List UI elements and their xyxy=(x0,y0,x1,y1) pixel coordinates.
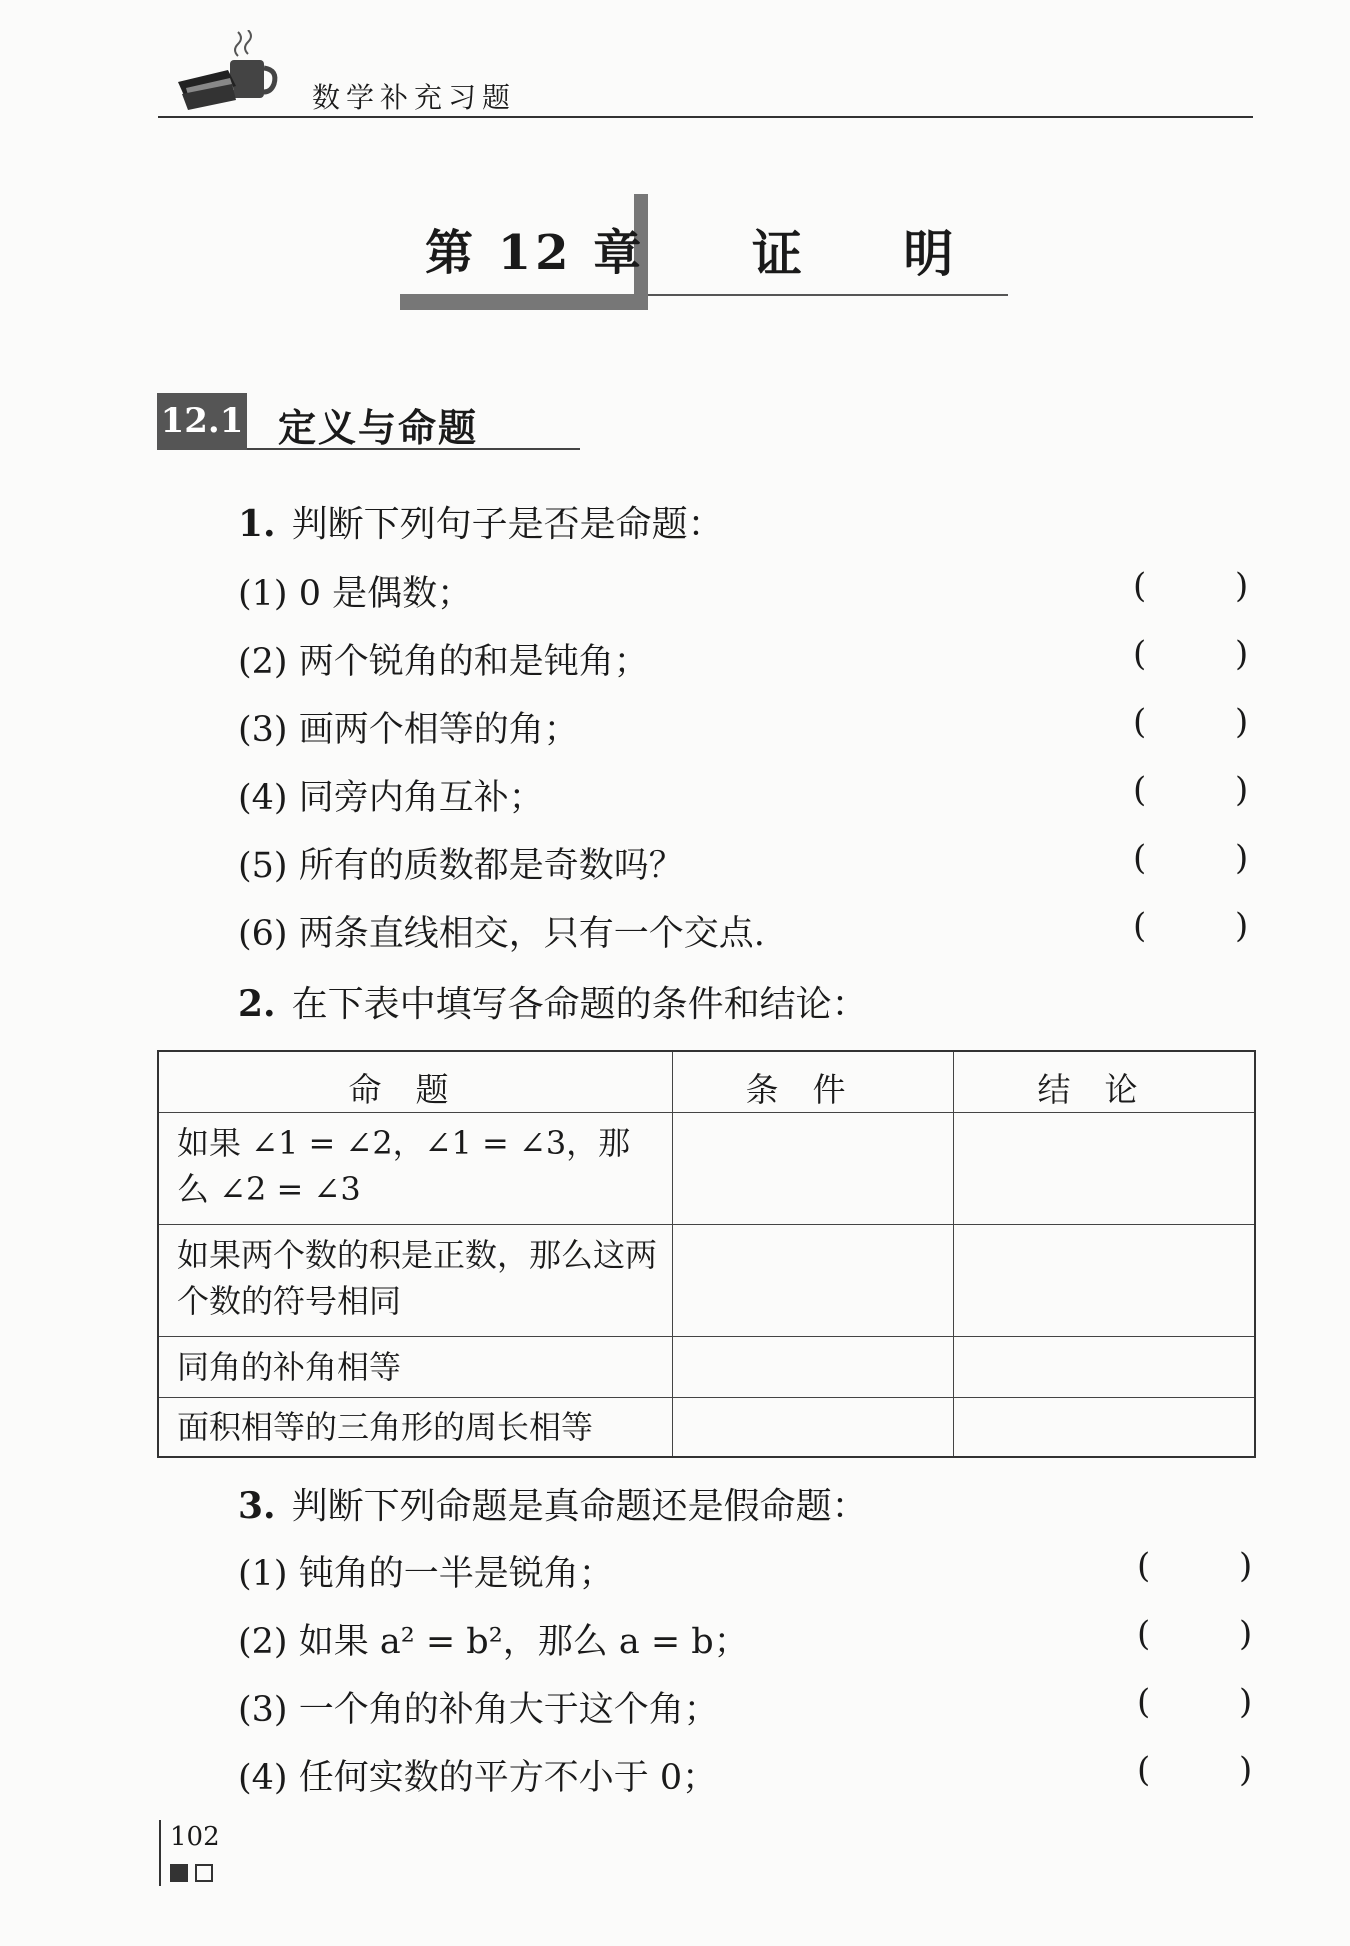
q1-item-3: (3) 画两个相等的角； xyxy=(238,710,579,750)
table-divider xyxy=(159,1336,1254,1337)
filled-square-icon xyxy=(170,1864,188,1882)
page-number: 102 xyxy=(170,1822,220,1852)
answer-blank-open: ( xyxy=(1133,702,1147,742)
table-header-conclusion: 结论 xyxy=(1037,1070,1172,1109)
table-divider xyxy=(159,1397,1254,1398)
question-1 xyxy=(238,496,724,547)
answer-blank-open: ( xyxy=(1137,1682,1151,1722)
section-number: 12.1 xyxy=(157,393,247,450)
table-row-1-proposition: 如果 ∠1 = ∠2，∠1 = ∠3，那么 ∠2 = ∠3 xyxy=(177,1124,631,1208)
answer-blank-close: ) xyxy=(1235,770,1249,810)
q3-item-1: (1) 钝角的一半是锐角； xyxy=(238,1554,614,1594)
section-underline xyxy=(247,448,580,450)
answer-blank-close: ) xyxy=(1235,634,1249,674)
table-row-4-proposition: 面积相等的三角形的周长相等 xyxy=(177,1408,594,1446)
q1-item-2: (2) 两个锐角的和是钝角； xyxy=(238,642,649,682)
proposition-table xyxy=(157,1050,1256,1458)
answer-blank-open: ( xyxy=(1133,634,1147,674)
header-divider xyxy=(158,116,1253,118)
answer-blank-open: ( xyxy=(1137,1546,1151,1586)
q3-item-2: (2) 如果 a² = b²，那么 a = b； xyxy=(238,1622,749,1662)
table-row-2-proposition: 如果两个数的积是正数，那么这两个数的符号相同 xyxy=(177,1236,658,1320)
answer-blank-close: ) xyxy=(1235,702,1249,742)
q1-item-6: (6) 两条直线相交，只有一个交点. xyxy=(238,914,765,954)
q1-item-1: (1) 0 是偶数； xyxy=(238,574,473,614)
q1-item-4: (4) 同旁内角互补； xyxy=(238,778,544,818)
answer-blank-open: ( xyxy=(1137,1750,1151,1790)
chapter-frame-base xyxy=(400,294,648,310)
answer-blank-open: ( xyxy=(1137,1614,1151,1654)
table-divider xyxy=(159,1224,1254,1225)
question-number: 3. xyxy=(238,1485,276,1527)
table-row-3-proposition: 同角的补角相等 xyxy=(177,1348,402,1386)
answer-blank-close: ) xyxy=(1235,906,1249,946)
answer-blank-open: ( xyxy=(1133,838,1147,878)
question-text: 判断下列句子是否是命题： xyxy=(291,504,724,545)
question-text: 判断下列命题是真命题还是假命题： xyxy=(291,1486,868,1527)
answer-blank-open: ( xyxy=(1133,906,1147,946)
header-title: 数学补充习题 xyxy=(312,81,517,114)
question-text: 在下表中填写各命题的条件和结论： xyxy=(291,984,868,1025)
chapter-name: 证 明 xyxy=(752,224,996,283)
q3-item-4: (4) 任何实数的平方不小于 0； xyxy=(238,1758,718,1798)
table-header-condition: 条件 xyxy=(745,1070,880,1109)
table-header-proposition: 命题 xyxy=(348,1070,483,1109)
question-3 xyxy=(238,1478,868,1529)
q3-item-3: (3) 一个角的补角大于这个角； xyxy=(238,1690,719,1730)
chapter-label: 第 12 章 xyxy=(425,225,646,281)
question-number: 2. xyxy=(238,983,276,1025)
footer-divider xyxy=(159,1820,161,1886)
books-and-cup-icon xyxy=(178,30,286,110)
answer-blank-close: ) xyxy=(1239,1546,1253,1586)
answer-blank-close: ) xyxy=(1239,1614,1253,1654)
answer-blank-close: ) xyxy=(1235,566,1249,606)
answer-blank-close: ) xyxy=(1239,1682,1253,1722)
question-number: 1. xyxy=(238,503,276,545)
answer-blank-close: ) xyxy=(1235,838,1249,878)
chapter-underline xyxy=(648,294,1008,296)
answer-blank-open: ( xyxy=(1133,566,1147,606)
answer-blank-open: ( xyxy=(1133,770,1147,810)
section-title: 定义与命题 xyxy=(278,405,479,450)
q1-item-5: (5) 所有的质数都是奇数吗？ xyxy=(238,846,684,886)
empty-square-icon xyxy=(195,1864,213,1882)
table-divider xyxy=(159,1112,1254,1113)
answer-blank-close: ) xyxy=(1239,1750,1253,1790)
question-2 xyxy=(238,976,868,1027)
